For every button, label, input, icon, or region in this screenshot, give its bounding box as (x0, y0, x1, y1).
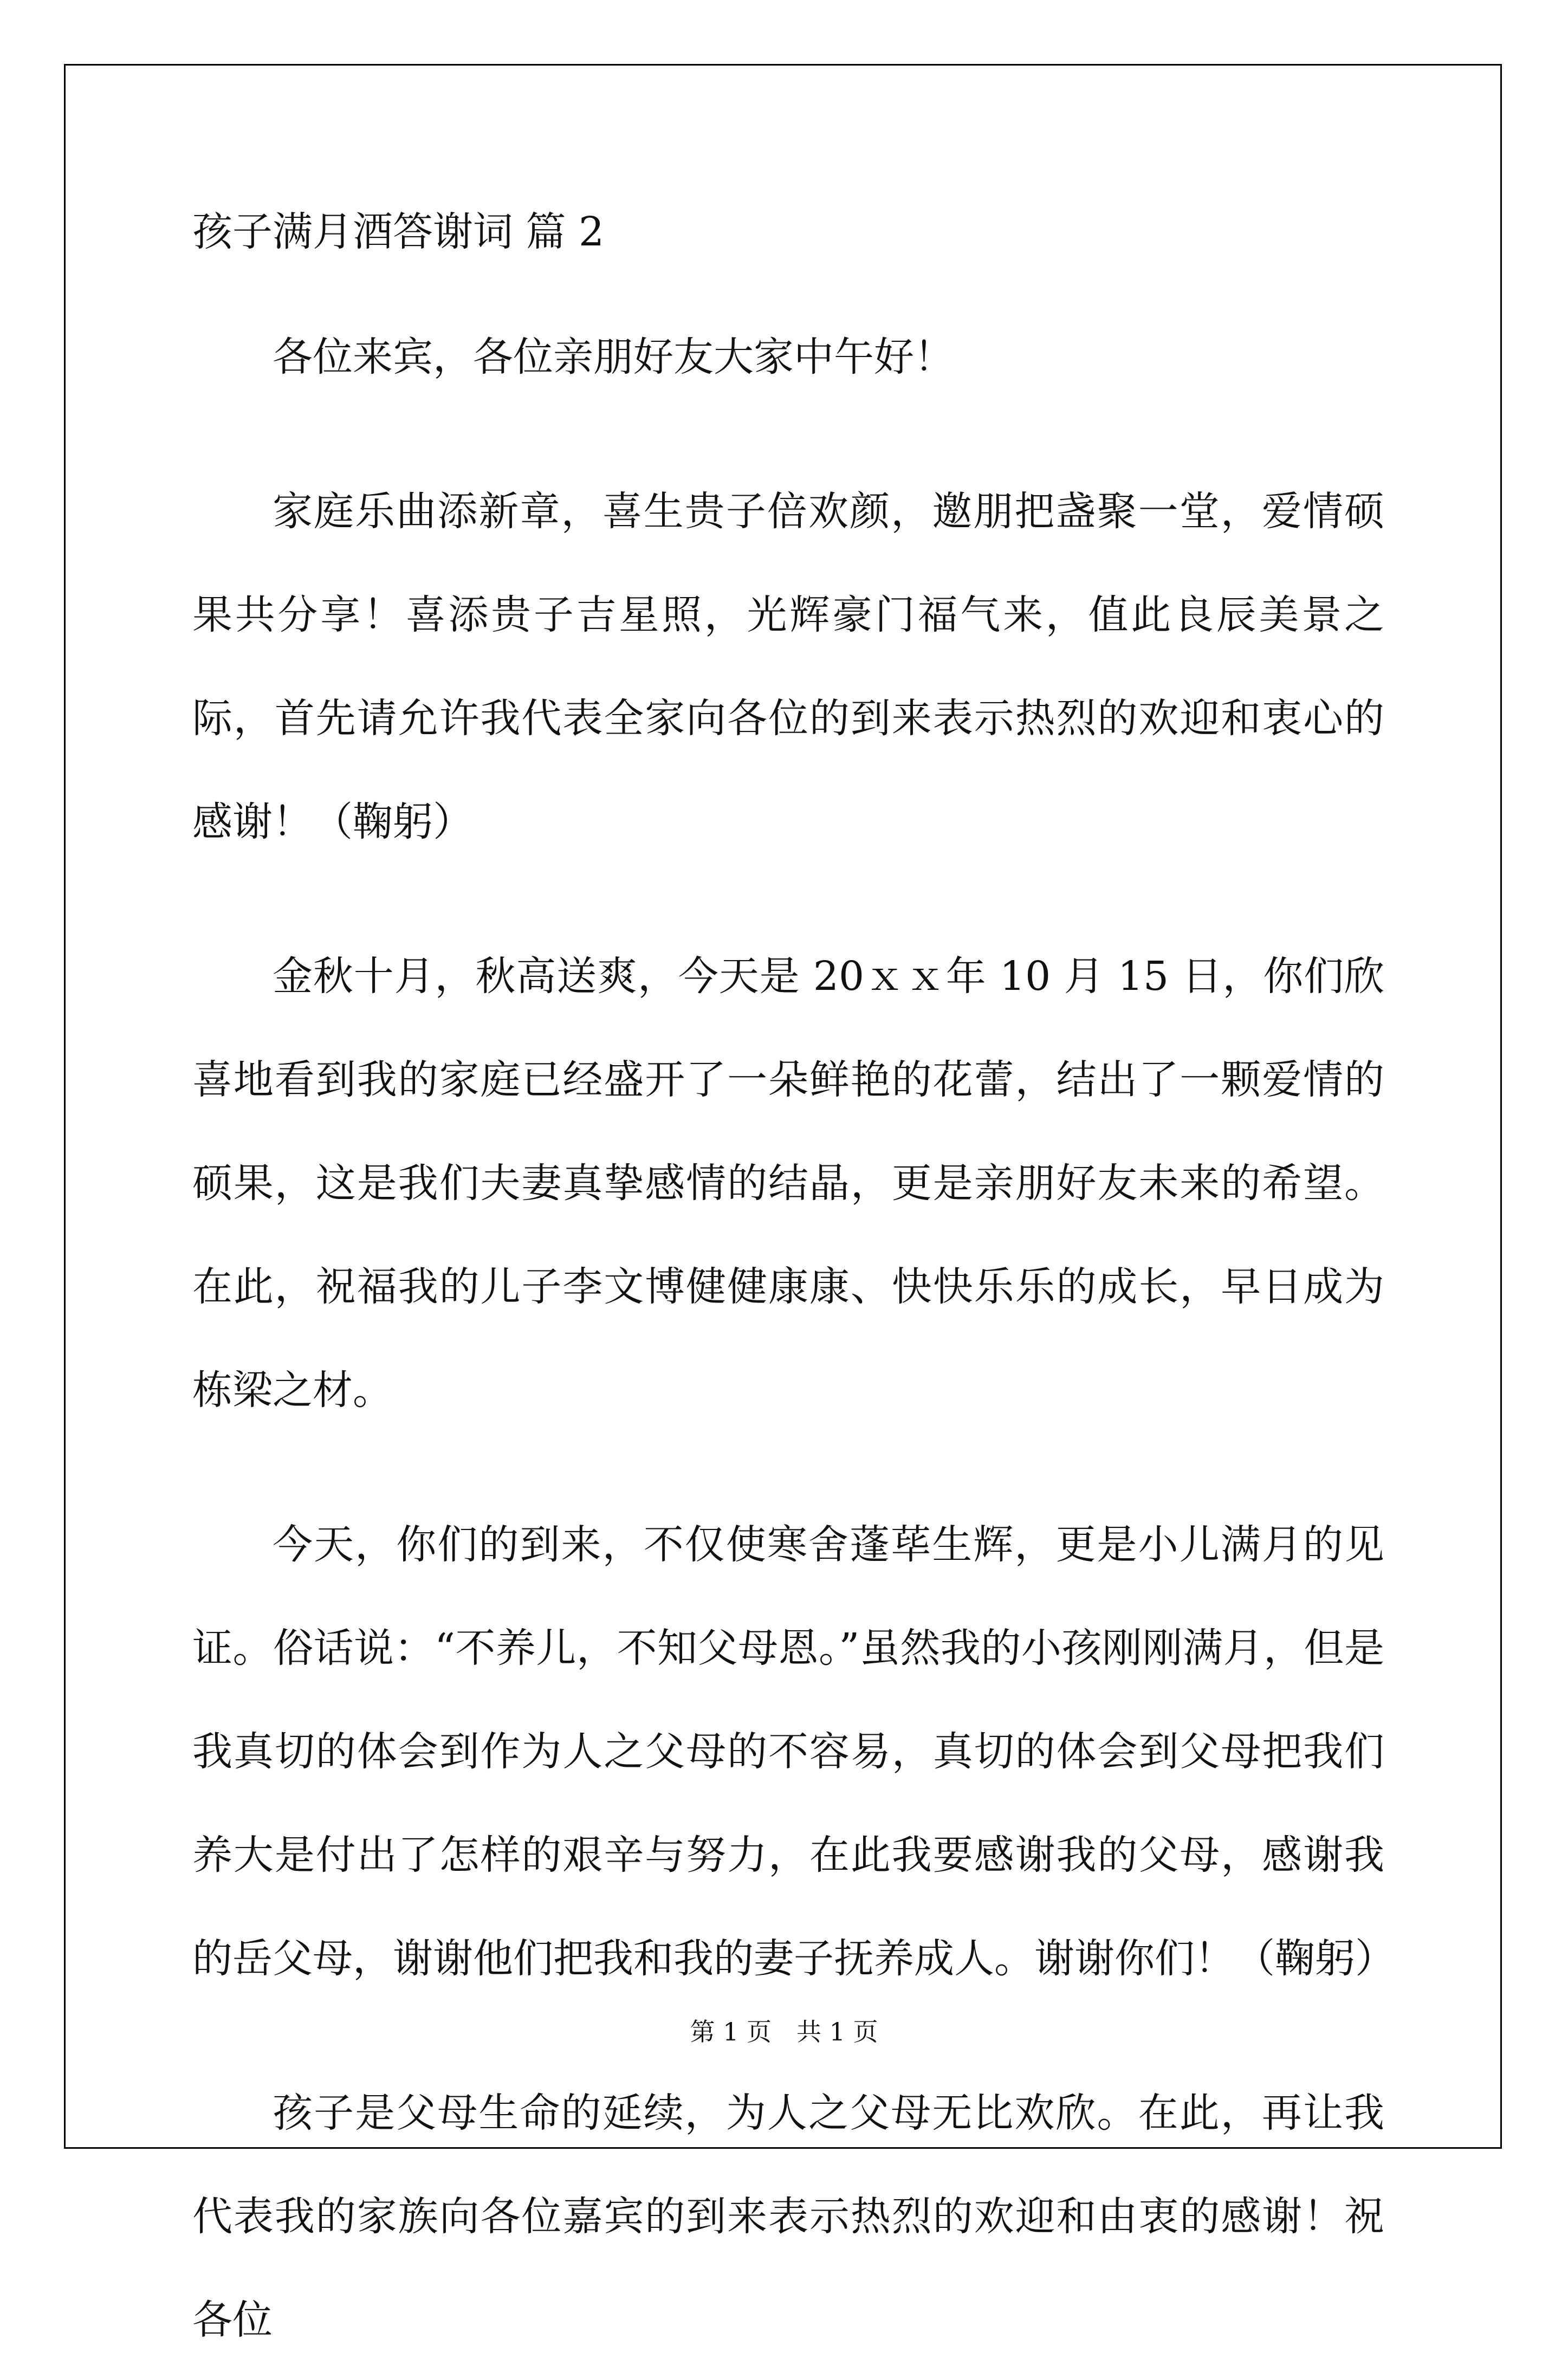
paragraph-thanks-parents: 今天，你们的到来，不仅使寒舍蓬荜生辉，更是小儿满月的见证。俗话说：“不养儿，不知父母恩。”虽然我的小孩刚刚满月，但是我真切的体会到作为人之父母的不容易，真切的体会到父母把我们养大是付出了怎样的艰辛与努力，在此我要感谢我的父母，感谢我的岳父母，谢谢他们把我和我的妻子抚养成人。谢谢你们！（鞠躬） (192, 1521, 1395, 1982)
paragraph-welcome: 家庭乐曲添新章，喜生贵子倍欢颜，邀朋把盏聚一堂，爱情硕果共分享！喜添贵子吉星照，光辉豪门福气来，值此良辰美景之际，首先请允许我代表全家向各位的到来表示热烈的欢迎和衷心的感谢！（鞠躬） (192, 488, 1384, 845)
page-number: 第 1 页 共 1 页 (690, 2017, 878, 2046)
document-title: 孩子满月酒答谢词 篇 2 (192, 209, 605, 255)
paragraph-celebration: 金秋十月，秋高送爽，今天是 20ｘｘ年 10 月 15 日，你们欣喜地看到我的家庭已经盛开了一朵鲜艳的花蕾，结出了一颗爱情的硕果，这是我们夫妻真挚感情的结晶，更是亲朋好友未来的希望。在此，祝福我的儿子李文博健健康康、快快乐乐的成长，早日成为栋梁之材。 (192, 953, 1384, 1414)
paragraph-closing: 孩子是父母生命的延续，为人之父母无比欢欣。在此，再让我代表我的家族向各位嘉宾的到来表示热烈的欢迎和由衷的感谢！祝各位 (192, 2090, 1384, 2343)
paragraph-greeting: 各位来宾，各位亲朋好友大家中午好！ (273, 334, 954, 380)
